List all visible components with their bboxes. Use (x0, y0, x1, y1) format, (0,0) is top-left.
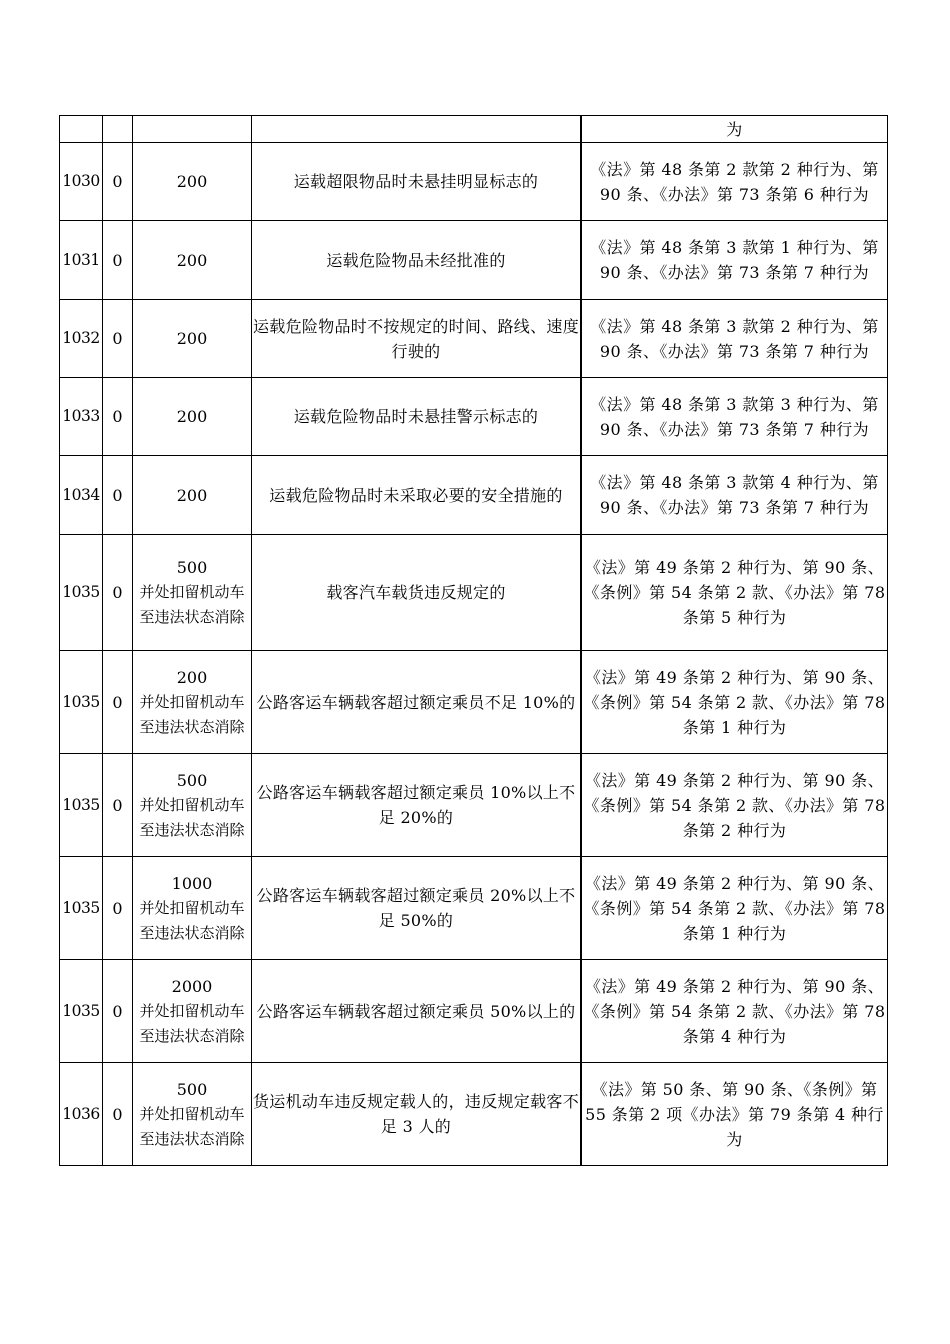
legal-basis-text: 《法》第 48 条第 2 款第 2 种行为、第 90 条、《办法》第 73 条第 6 种行为 (590, 159, 879, 204)
legal-basis-text: 《法》第 48 条第 3 款第 1 种行为、第 90 条、《办法》第 73 条第 7 种行为 (590, 238, 879, 282)
penalty-cell (133, 1063, 252, 1166)
penalty-amount: 500 (176, 770, 208, 790)
penalty-cell (133, 143, 252, 221)
penalty-amount: 200 (176, 485, 208, 505)
behavior-cell (252, 857, 582, 960)
legal-basis-text: 《法》第 49 条第 2 种行为、第 90 条、《条例》第 54 条第 2 款、《办法》第 78 条第 1 种行为 (583, 873, 886, 943)
penalty-cell (133, 754, 252, 857)
code-cell: 1033 (60, 378, 103, 456)
behavior-cell (252, 456, 582, 535)
table-row (60, 1063, 888, 1166)
behavior-text: 运载危险物品时不按规定的时间、路线、速度行驶的 (253, 316, 580, 361)
behavior-cell (252, 960, 582, 1063)
points-cell: 0 (103, 960, 133, 1063)
code-cell: 1036 (60, 1063, 103, 1166)
violation-table (59, 115, 888, 1166)
table-row (60, 535, 888, 651)
points-cell: 0 (103, 754, 133, 857)
table-row (60, 378, 888, 456)
legal-basis-cell (581, 857, 888, 960)
code-cell: 1035 (60, 754, 103, 857)
behavior-cell (252, 221, 582, 300)
penalty-cell (133, 960, 252, 1063)
penalty-cell (133, 651, 252, 754)
legal-basis-text: 《法》第 49 条第 2 种行为、第 90 条、《条例》第 54 条第 2 款、《办法》第 78 条第 2 种行为 (583, 770, 886, 840)
penalty-amount: 200 (176, 329, 208, 348)
points-cell: 0 (103, 535, 133, 651)
table-row (60, 143, 888, 221)
code-cell (60, 116, 103, 143)
behavior-text: 运载危险物品未经批准的 (326, 250, 506, 270)
penalty-amount: 200 (176, 407, 208, 426)
legal-basis-text: 《法》第 50 条、第 90 条、《条例》第 55 条第 2 项《办法》第 79 条第 4 种行为 (585, 1079, 884, 1149)
penalty-extra-measure: 并处扣留机动车至违法状态消除 (139, 692, 245, 736)
points-cell: 0 (103, 857, 133, 960)
legal-basis-text: 《法》第 49 条第 2 种行为、第 90 条、《条例》第 54 条第 2 款、《办法》第 78 条第 1 种行为 (583, 667, 886, 737)
code-cell: 1030 (60, 143, 103, 221)
penalty-amount: 1000 (171, 873, 213, 893)
behavior-text: 公路客运车辆载客超过额定乘员 20%以上不足 50%的 (256, 886, 576, 930)
points-cell: 0 (103, 456, 133, 535)
legal-basis-cell (581, 960, 888, 1063)
table-row (60, 300, 888, 378)
points-cell (103, 116, 133, 143)
code-cell: 1031 (60, 221, 103, 300)
legal-basis-cell (581, 378, 888, 456)
legal-basis-text: 为 (726, 119, 743, 139)
behavior-text: 公路客运车辆载客超过额定乘员 50%以上的 (256, 1001, 576, 1021)
penalty-amount: 200 (176, 172, 208, 191)
behavior-cell (252, 116, 582, 143)
table-row (60, 116, 888, 143)
table-row (60, 456, 888, 535)
legal-basis-cell (581, 651, 888, 754)
behavior-text: 载客汽车载货违反规定的 (326, 583, 506, 602)
penalty-extra-measure: 并处扣留机动车至违法状态消除 (139, 1001, 245, 1045)
behavior-cell (252, 754, 582, 857)
table-body (60, 116, 888, 1166)
penalty-extra-measure: 并处扣留机动车至违法状态消除 (139, 898, 245, 942)
penalty-cell (133, 116, 252, 143)
legal-basis-text: 《法》第 48 条第 3 款第 2 种行为、第 90 条、《办法》第 73 条第 7 种行为 (590, 316, 879, 361)
points-cell: 0 (103, 651, 133, 754)
table-row (60, 857, 888, 960)
legal-basis-cell (581, 754, 888, 857)
penalty-extra-measure: 并处扣留机动车至违法状态消除 (139, 583, 245, 626)
points-cell: 0 (103, 1063, 133, 1166)
behavior-cell (252, 378, 582, 456)
penalty-amount: 200 (176, 250, 208, 270)
penalty-cell (133, 857, 252, 960)
code-cell: 1035 (60, 651, 103, 754)
penalty-cell (133, 378, 252, 456)
legal-basis-text: 《法》第 48 条第 3 款第 4 种行为、第 90 条、《办法》第 73 条第 7 种行为 (590, 473, 879, 517)
penalty-extra-measure: 并处扣留机动车至违法状态消除 (139, 795, 245, 839)
table-row (60, 651, 888, 754)
behavior-cell (252, 1063, 582, 1166)
behavior-text: 货运机动车违反规定载人的，违反规定载客不足 3 人的 (253, 1092, 580, 1136)
legal-basis-cell (581, 221, 888, 300)
code-cell: 1034 (60, 456, 103, 535)
penalty-amount: 200 (176, 667, 208, 687)
penalty-extra-measure: 并处扣留机动车至违法状态消除 (139, 1104, 245, 1148)
points-cell: 0 (103, 143, 133, 221)
code-cell: 1032 (60, 300, 103, 378)
legal-basis-text: 《法》第 49 条第 2 种行为、第 90 条、《条例》第 54 条第 2 款、《办法》第 78 条第 5 种行为 (583, 558, 886, 627)
legal-basis-cell (581, 300, 888, 378)
penalty-cell (133, 300, 252, 378)
legal-basis-cell (581, 143, 888, 221)
table-row (60, 960, 888, 1063)
penalty-amount: 500 (176, 1079, 208, 1099)
penalty-amount: 500 (176, 558, 208, 577)
points-cell: 0 (103, 300, 133, 378)
behavior-text: 运载危险物品时未采取必要的安全措施的 (269, 485, 563, 505)
points-cell: 0 (103, 221, 133, 300)
legal-basis-text: 《法》第 48 条第 3 款第 3 种行为、第 90 条、《办法》第 73 条第 7 种行为 (590, 394, 879, 439)
legal-basis-cell (581, 116, 888, 143)
behavior-cell (252, 143, 582, 221)
penalty-cell (133, 535, 252, 651)
behavior-cell (252, 535, 582, 651)
code-cell: 1035 (60, 535, 103, 651)
table-row (60, 221, 888, 300)
behavior-text: 公路客运车辆载客超过额定乘员不足 10%的 (256, 692, 576, 712)
behavior-text: 运载超限物品时未悬挂明显标志的 (293, 172, 539, 191)
points-cell: 0 (103, 378, 133, 456)
penalty-cell (133, 221, 252, 300)
behavior-cell (252, 300, 582, 378)
behavior-cell (252, 651, 582, 754)
legal-basis-cell (581, 535, 888, 651)
legal-basis-cell (581, 456, 888, 535)
table-row (60, 754, 888, 857)
penalty-amount: 2000 (171, 976, 213, 996)
legal-basis-cell (581, 1063, 888, 1166)
behavior-text: 运载危险物品时未悬挂警示标志的 (293, 407, 539, 426)
behavior-text: 公路客运车辆载客超过额定乘员 10%以上不足 20%的 (256, 783, 576, 827)
legal-basis-text: 《法》第 49 条第 2 种行为、第 90 条、《条例》第 54 条第 2 款、《办法》第 78 条第 4 种行为 (583, 976, 886, 1046)
penalty-cell (133, 456, 252, 535)
code-cell: 1035 (60, 857, 103, 960)
code-cell: 1035 (60, 960, 103, 1063)
